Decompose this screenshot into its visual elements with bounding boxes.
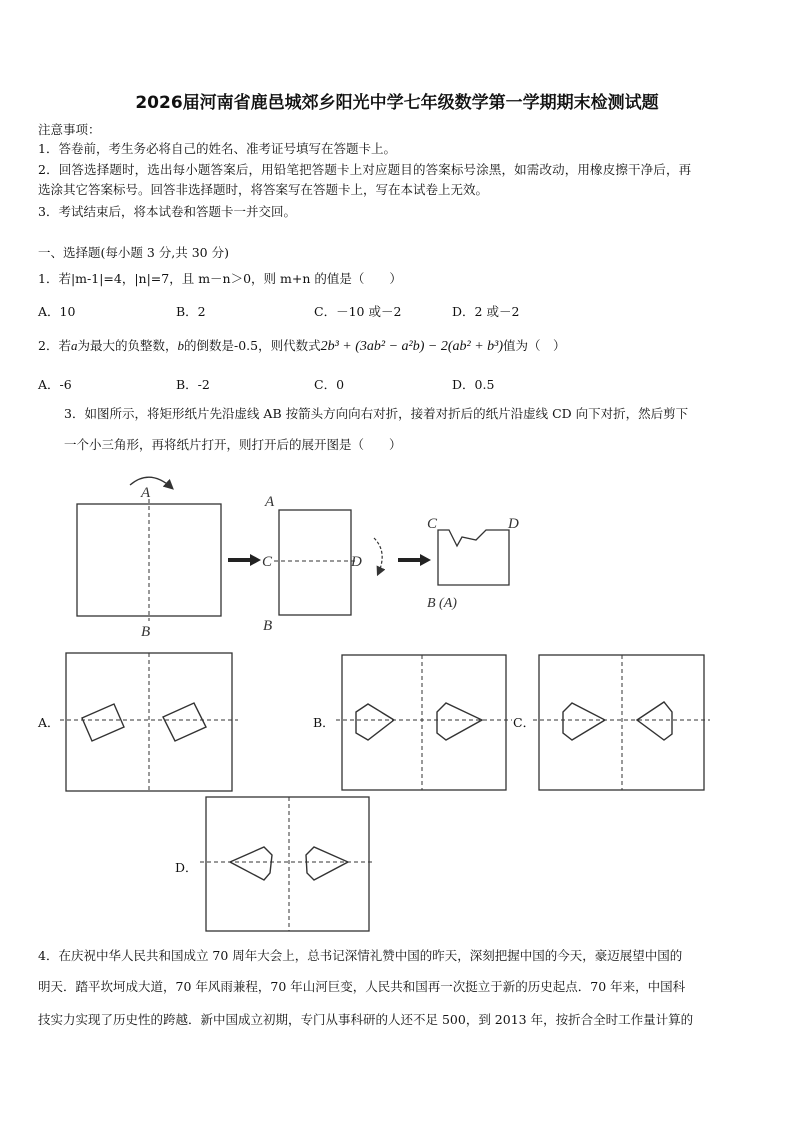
question-4-line-3: 技实力实现了历史性的跨越．新中国成立初期，专门从事科研的人还不足 500，到 2013 年，按折合全时工作量计算的 xyxy=(38,1012,694,1027)
q1-option-b[interactable]: B．2 xyxy=(176,304,206,319)
q2-stem-post: 值为（ ） xyxy=(503,338,566,353)
label-a-2: A xyxy=(265,494,275,510)
question-3-stem-line-1: 3．如图所示，将矩形纸片先沿虚线 AB 按箭头方向向右对折，接着对折后的纸片沿虚线 CD 向下对折，然后剪下 xyxy=(64,406,689,421)
q2-option-c[interactable]: C．0 xyxy=(314,377,345,392)
note-2-line-1: 2．回答选择题时，选出每小题答案后，用铅笔把答题卡上对应题目的答案标号涂黑，如需改动，用橡皮擦干净后，再 xyxy=(38,162,692,177)
step-arrow-2-icon xyxy=(420,554,431,566)
step3-paper xyxy=(438,530,509,585)
notes-heading: 注意事项： xyxy=(38,122,101,137)
q2-expression: 2b³ + (3ab² − a²b) − 2(ab² + b³) xyxy=(320,339,504,354)
q1-option-a[interactable]: A．10 xyxy=(38,304,76,319)
label-b-a: B (A) xyxy=(427,596,457,611)
question-3-stem-line-2: 一个小三角形，再将纸片打开，则打开后的展开图是（ ） xyxy=(64,437,402,452)
q2-option-b[interactable]: B．-2 xyxy=(176,377,210,392)
question-1-stem: 1．若|m-1|=4，|n|=7，且 m－n＞0，则 m+n 的值是（ ） xyxy=(38,271,402,286)
fold-down-arrow-icon xyxy=(374,538,382,574)
step-arrow-1-icon xyxy=(250,554,261,566)
q3-option-b[interactable]: B． xyxy=(313,715,335,730)
q2-var-a: a xyxy=(70,338,78,353)
step2-paper xyxy=(279,510,351,615)
note-3: 3．考试结束后，将本试卷和答题卡一并交回。 xyxy=(38,204,296,219)
option-c-figure xyxy=(533,655,710,790)
q3-option-d[interactable]: D． xyxy=(175,860,198,875)
q2-stem-pre: 2．若 xyxy=(38,338,71,353)
fold-right-arrow-icon xyxy=(130,477,172,488)
label-d-2: D xyxy=(508,516,519,532)
label-c-2: C xyxy=(427,516,438,532)
label-b: B xyxy=(141,624,151,640)
q1-option-d[interactable]: D．2 或－2 xyxy=(452,304,520,319)
note-1: 1．答卷前，考生务必将自己的姓名、准考证号填写在答题卡上。 xyxy=(38,141,396,156)
q3-option-c[interactable]: C． xyxy=(513,715,536,730)
note-2-line-2: 选涂其它答案标号。回答非选择题时，将答案写在答题卡上，写在本试卷上无效。 xyxy=(38,182,489,197)
label-b-2: B xyxy=(263,618,273,634)
option-a-figure xyxy=(60,653,238,791)
question-4-line-2: 明天．踏平坎坷成大道，70 年风雨兼程，70 年山河巨变，人民共和国再一次挺立于新的历史起点．70 年来，中国科 xyxy=(38,979,686,994)
label-d: D xyxy=(351,554,362,570)
q2-var-b: b xyxy=(177,338,184,353)
label-a: A xyxy=(141,485,151,501)
option-b-figure xyxy=(336,655,512,790)
label-c: C xyxy=(262,554,273,570)
q3-option-a[interactable]: A． xyxy=(38,715,60,730)
q2-stem-mid2: 的倒数是-0.5，则代数式 xyxy=(183,338,321,353)
section-heading: 一、选择题(每小题 3 分,共 30 分) xyxy=(38,245,229,260)
q2-option-d[interactable]: D．0.5 xyxy=(452,377,495,392)
option-d-figure xyxy=(200,797,375,931)
page-title: 2026届河南省鹿邑城郊乡阳光中学七年级数学第一学期期末检测试题 xyxy=(135,93,659,113)
q2-stem-mid1: 为最大的负整数， xyxy=(77,338,178,353)
question-4-line-1: 4．在庆祝中华人民共和国成立 70 周年大会上，总书记深情礼赞中国的昨天，深刻把握中国的今天，豪迈展望中国的 xyxy=(38,948,683,963)
q1-option-c[interactable]: C．－10 或－2 xyxy=(314,304,402,319)
q2-option-a[interactable]: A．-6 xyxy=(38,377,72,392)
